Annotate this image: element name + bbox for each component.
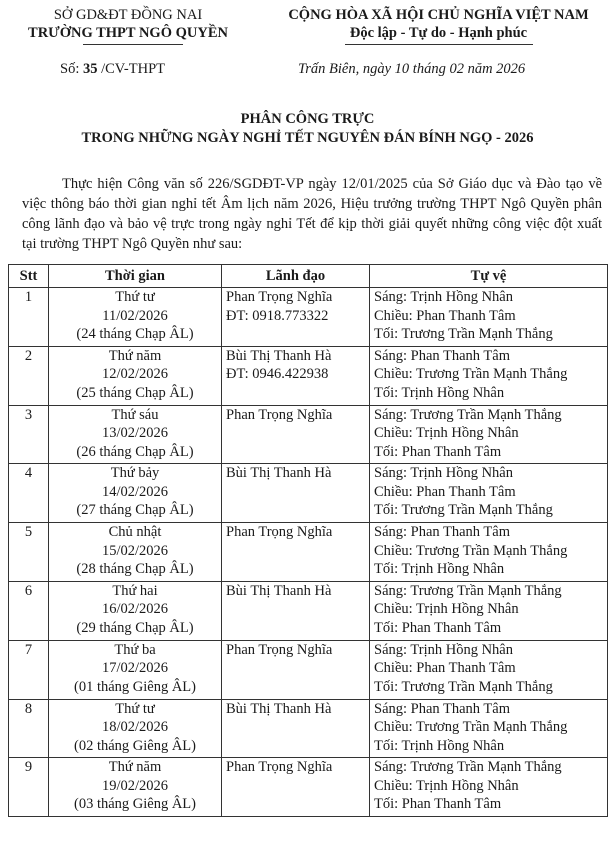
guard-evening: Tối: Phan Thanh Tâm	[374, 619, 502, 636]
document-title: PHÂN CÔNG TRỰC	[240, 111, 375, 127]
row-number: 3	[24, 406, 33, 423]
header-time: Thời gian	[49, 265, 222, 288]
row-number: 9	[24, 759, 33, 776]
leader-name: Phan Trọng Nghĩa	[226, 289, 333, 305]
weekday: Thứ năm	[108, 347, 162, 364]
guard-morning: Sáng: Phan Thanh Tâm	[374, 700, 510, 717]
lunar-date: (25 tháng Chạp ÂL)	[76, 384, 194, 401]
guard-morning: Sáng: Trương Trần Mạnh Thắng	[374, 759, 562, 776]
cell-guard	[370, 288, 608, 347]
header-right-underline	[345, 44, 533, 45]
solar-date: 15/02/2026	[101, 542, 169, 559]
cell-stt	[9, 288, 49, 347]
header-left-underline	[83, 44, 183, 45]
cell-stt	[9, 523, 49, 582]
row-number: 5	[24, 524, 33, 541]
lunar-date: (03 tháng Giêng ÂL)	[73, 796, 196, 813]
cell-time	[49, 405, 222, 464]
cell-leader	[222, 405, 370, 464]
cell-guard	[370, 464, 608, 523]
table-row	[9, 523, 608, 582]
cell-stt	[9, 699, 49, 758]
cell-leader	[222, 346, 370, 405]
weekday: Thứ sáu	[111, 406, 159, 423]
guard-evening: Tối: Trương Trần Mạnh Thắng	[374, 502, 553, 519]
row-number: 6	[24, 582, 33, 599]
weekday: Thứ bảy	[110, 465, 160, 482]
solar-date: 14/02/2026	[101, 483, 169, 500]
leader-name: Bùi Thị Thanh Hà	[226, 347, 332, 364]
guard-afternoon: Chiều: Trịnh Hồng Nhân	[374, 777, 519, 794]
weekday: Thứ tư	[115, 700, 155, 717]
solar-date: 12/02/2026	[101, 366, 169, 383]
leader-name: Phan Trọng Nghĩa	[226, 759, 333, 776]
guard-morning: Sáng: Trương Trần Mạnh Thắng	[374, 406, 562, 423]
table-body	[9, 288, 608, 817]
header-leader: Lãnh đạo	[222, 265, 370, 288]
lunar-date: (02 tháng Giêng ÂL)	[73, 737, 196, 754]
cell-leader	[222, 581, 370, 640]
leader-name: Bùi Thị Thanh Hà	[226, 700, 332, 717]
weekday: Thứ tư	[115, 289, 155, 305]
lunar-date: (27 tháng Chạp ÂL)	[76, 502, 194, 519]
cell-guard	[370, 523, 608, 582]
leader-name: Phan Trọng Nghĩa	[226, 524, 333, 541]
table-header-row	[9, 265, 608, 288]
cell-stt	[9, 346, 49, 405]
solar-date: 16/02/2026	[101, 601, 169, 618]
header-guard: Tự vệ	[370, 265, 608, 288]
cell-leader	[222, 523, 370, 582]
row-number: 1	[24, 289, 33, 305]
document-number	[60, 61, 165, 78]
table-row	[9, 581, 608, 640]
cell-time	[49, 699, 222, 758]
cell-time	[49, 581, 222, 640]
cell-stt	[9, 405, 49, 464]
leader-name: Bùi Thị Thanh Hà	[226, 465, 332, 482]
table-row	[9, 699, 608, 758]
cell-stt	[9, 464, 49, 523]
lunar-date: (01 tháng Giêng ÂL)	[73, 678, 196, 695]
row-number: 4	[24, 465, 33, 482]
doc-number-prefix: Số:	[60, 61, 80, 77]
place-and-date: Trấn Biên, ngày 10 tháng 02 năm 2026	[298, 61, 526, 77]
cell-stt	[9, 640, 49, 699]
header-left	[8, 6, 248, 42]
header-stt: Stt	[9, 265, 49, 288]
cell-guard	[370, 758, 608, 817]
doc-number-value: 35	[82, 61, 98, 77]
solar-date: 11/02/2026	[102, 307, 168, 324]
cell-leader	[222, 758, 370, 817]
guard-afternoon: Chiều: Trương Trần Mạnh Thắng	[374, 542, 568, 559]
weekday: Chủ nhật	[108, 524, 162, 541]
department-name: SỞ GD&ĐT ĐỒNG NAI	[53, 7, 203, 23]
cell-leader	[222, 640, 370, 699]
table-row	[9, 288, 608, 347]
leader-name: Phan Trọng Nghĩa	[226, 406, 333, 423]
guard-evening: Tối: Trịnh Hồng Nhân	[374, 561, 505, 578]
guard-morning: Sáng: Phan Thanh Tâm	[374, 524, 510, 541]
lunar-date: (26 tháng Chạp ÂL)	[76, 443, 194, 460]
guard-afternoon: Chiều: Trịnh Hồng Nhân	[374, 425, 519, 442]
leader-phone: ĐT: 0918.773322	[226, 307, 329, 324]
duty-schedule-table	[8, 264, 608, 817]
cell-guard	[370, 581, 608, 640]
table-row	[9, 405, 608, 464]
school-name: TRƯỜNG THPT NGÔ QUYỀN	[28, 25, 228, 41]
table-row	[9, 758, 608, 817]
national-motto: Độc lập - Tự do - Hạnh phúc	[349, 25, 528, 41]
cell-guard	[370, 346, 608, 405]
weekday: Thứ năm	[108, 759, 162, 776]
guard-afternoon: Chiều: Phan Thanh Tâm	[374, 307, 516, 324]
guard-morning: Sáng: Trịnh Hồng Nhân	[374, 289, 513, 305]
row-number: 8	[24, 700, 33, 717]
weekday: Thứ ba	[114, 641, 156, 658]
cell-stt	[9, 581, 49, 640]
guard-evening: Tối: Trịnh Hồng Nhân	[374, 737, 505, 754]
cell-leader	[222, 464, 370, 523]
cell-time	[49, 288, 222, 347]
guard-evening: Tối: Trịnh Hồng Nhân	[374, 384, 505, 401]
guard-evening: Tối: Trương Trần Mạnh Thắng	[374, 678, 553, 695]
guard-afternoon: Chiều: Trương Trần Mạnh Thắng	[374, 719, 568, 736]
cell-time	[49, 523, 222, 582]
table-row	[9, 346, 608, 405]
solar-date: 17/02/2026	[101, 660, 169, 677]
guard-evening: Tối: Phan Thanh Tâm	[374, 796, 502, 813]
lunar-date: (29 tháng Chạp ÂL)	[76, 619, 194, 636]
guard-afternoon: Chiều: Phan Thanh Tâm	[374, 660, 516, 677]
guard-evening: Tối: Trương Trần Mạnh Thắng	[374, 326, 553, 342]
cell-time	[49, 464, 222, 523]
solar-date: 19/02/2026	[101, 777, 169, 794]
table-row	[9, 640, 608, 699]
cell-guard	[370, 640, 608, 699]
solar-date: 18/02/2026	[101, 719, 169, 736]
guard-morning: Sáng: Phan Thanh Tâm	[374, 347, 510, 364]
cell-stt	[9, 758, 49, 817]
cell-guard	[370, 699, 608, 758]
intro-paragraph: Thực hiện Công văn số 226/SGDĐT-VP ngày 12/01/2025 của Sở Giáo dục và Đào tạo về việc thông báo thời gian nghỉ tết Âm lịch năm 2026, Hiệu trưởng trường THPT Ngô Quyền phân công lãnh đạo và bảo vệ trực trong ngày nghỉ Tết để kịp thời giải quyết những công việc đột xuất tại trường THPT Ngô Quyền như sau:	[22, 176, 602, 252]
guard-morning: Sáng: Trương Trần Mạnh Thắng	[374, 582, 562, 599]
cell-leader	[222, 699, 370, 758]
guard-evening: Tối: Phan Thanh Tâm	[374, 443, 502, 460]
guard-afternoon: Chiều: Phan Thanh Tâm	[374, 483, 516, 500]
cell-time	[49, 758, 222, 817]
header-right	[266, 6, 611, 42]
solar-date: 13/02/2026	[101, 425, 169, 442]
document-subtitle: TRONG NHỮNG NGÀY NGHỈ TẾT NGUYÊN ĐÁN BÍNH NGỌ - 2026	[81, 130, 534, 146]
guard-morning: Sáng: Trịnh Hồng Nhân	[374, 641, 513, 658]
guard-afternoon: Chiều: Trịnh Hồng Nhân	[374, 601, 519, 618]
leader-name: Bùi Thị Thanh Hà	[226, 582, 332, 599]
weekday: Thứ hai	[112, 582, 158, 599]
leader-phone: ĐT: 0946.422938	[226, 366, 329, 383]
guard-morning: Sáng: Trịnh Hồng Nhân	[374, 465, 513, 482]
cell-time	[49, 346, 222, 405]
cell-time	[49, 640, 222, 699]
lunar-date: (24 tháng Chạp ÂL)	[76, 326, 194, 342]
table-row	[9, 464, 608, 523]
guard-afternoon: Chiều: Trương Trần Mạnh Thắng	[374, 366, 568, 383]
row-number: 2	[24, 347, 33, 364]
cell-guard	[370, 405, 608, 464]
leader-name: Phan Trọng Nghĩa	[226, 641, 333, 658]
lunar-date: (28 tháng Chạp ÂL)	[76, 561, 194, 578]
doc-number-suffix: /CV-THPT	[101, 61, 166, 77]
row-number: 7	[24, 641, 33, 658]
cell-leader	[222, 288, 370, 347]
nation-name: CỘNG HÒA XÃ HỘI CHỦ NGHĨA VIỆT NAM	[288, 7, 589, 23]
